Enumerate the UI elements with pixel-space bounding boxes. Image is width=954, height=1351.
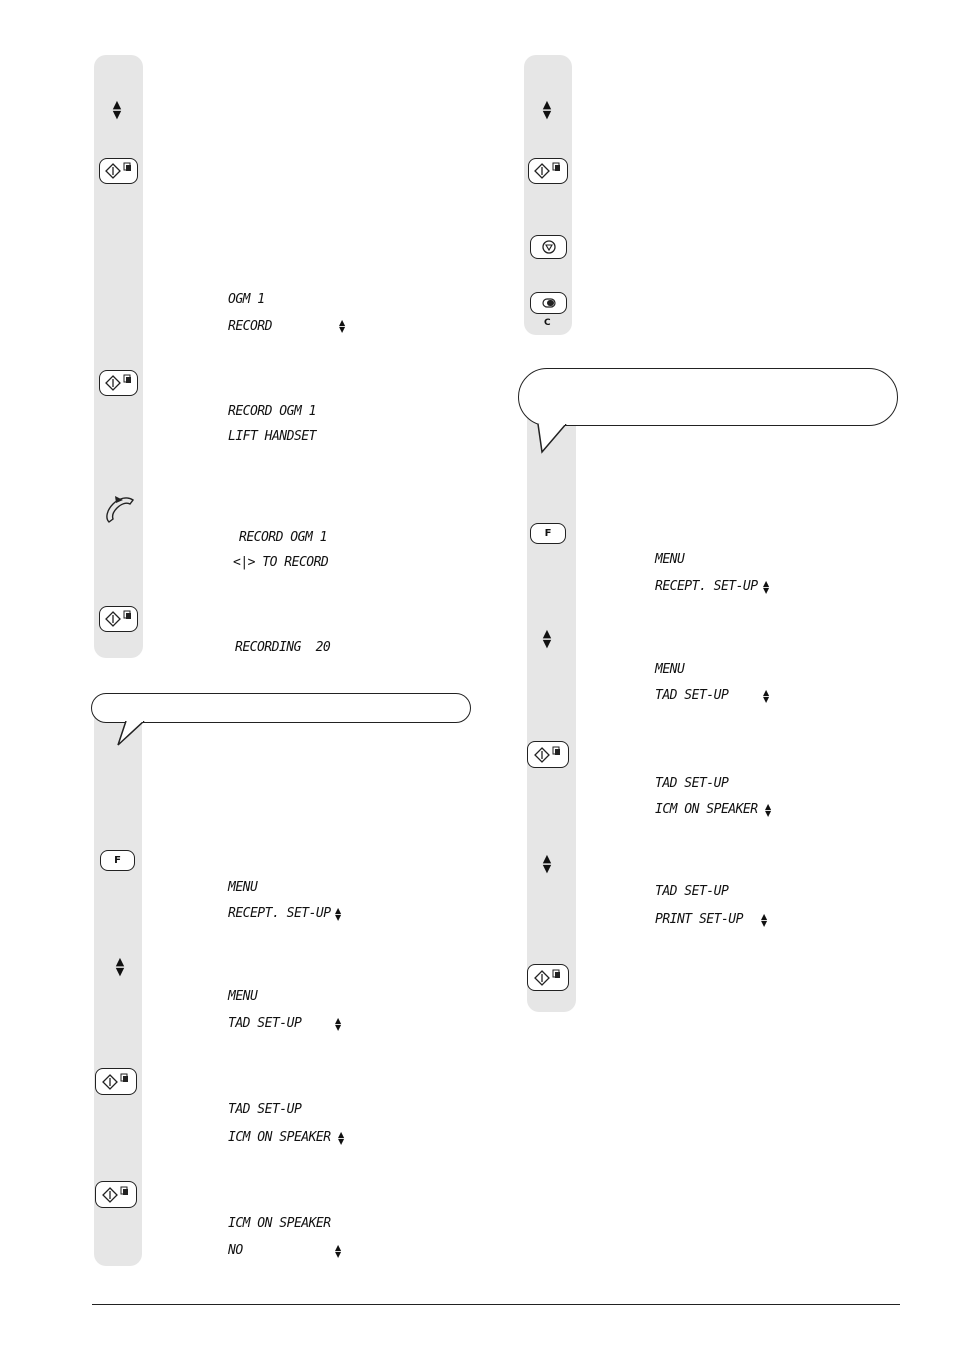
right-bubble-tail <box>536 424 576 454</box>
clear-key-icon[interactable] <box>530 292 567 314</box>
lcd-record-ogm-2: RECORD OGM 1 <box>239 530 327 545</box>
lcd-record-ogm: RECORD OGM 1 <box>228 404 316 419</box>
lcd-menu: MENU <box>228 989 258 1004</box>
lcd-tad-setup: TAD SET-UP <box>655 688 729 703</box>
lcd-no: NO <box>228 1243 243 1258</box>
start-key-icon[interactable] <box>99 370 138 396</box>
left-bubble-tail <box>114 721 154 747</box>
lcd-icm-on-speaker: ICM ON SPEAKER <box>655 802 758 817</box>
lcd-tad-setup-title: TAD SET-UP <box>228 1102 302 1117</box>
lcd-menu: MENU <box>655 552 685 567</box>
function-key-label: F <box>114 855 121 866</box>
up-down-arrow-icon: ▲ ▼ <box>338 1130 345 1146</box>
up-down-arrow-icon: ▲ ▼ <box>761 912 768 928</box>
up-down-arrow-icon: ▲ ▼ <box>335 906 342 922</box>
right-section-bubble <box>518 368 898 426</box>
start-key-icon[interactable] <box>527 741 569 768</box>
left-section-bubble <box>91 693 471 723</box>
up-down-arrow-icon: ▲ ▼ <box>335 1016 342 1032</box>
up-down-arrow-icon[interactable]: ▲ ▼ <box>542 98 552 121</box>
start-key-icon[interactable] <box>99 606 138 632</box>
lcd-tad-setup-title: TAD SET-UP <box>655 884 729 899</box>
up-down-arrow-icon[interactable]: ▲ ▼ <box>542 627 552 650</box>
stop-key-icon[interactable] <box>530 235 567 259</box>
right-bottom-key-strip <box>527 400 576 1012</box>
up-down-arrow-icon[interactable]: ▲ ▼ <box>542 852 552 875</box>
lcd-lift-handset: LIFT HANDSET <box>228 429 316 444</box>
start-key-icon[interactable] <box>95 1181 137 1208</box>
lcd-ogm-record: RECORD <box>228 319 272 334</box>
lcd-icm-on-speaker-title: ICM ON SPEAKER <box>228 1216 331 1231</box>
start-key-icon[interactable] <box>528 158 568 184</box>
start-key-icon[interactable] <box>95 1068 137 1095</box>
clear-key-label: C <box>544 318 551 328</box>
up-down-arrow-icon[interactable]: ▲ ▼ <box>115 955 125 978</box>
lcd-recept-setup: RECEPT. SET-UP <box>655 579 758 594</box>
lcd-print-setup: PRINT SET-UP <box>655 912 743 927</box>
lcd-to-record: <|> TO RECORD <box>233 555 329 570</box>
lcd-recept-setup: RECEPT. SET-UP <box>228 906 331 921</box>
start-key-icon[interactable] <box>99 158 138 184</box>
lcd-ogm-title: OGM 1 <box>228 292 265 307</box>
lcd-tad-setup-title: TAD SET-UP <box>655 776 729 791</box>
function-key-label: F <box>544 528 552 539</box>
function-key-icon[interactable] <box>530 523 566 544</box>
up-down-arrow-icon: ▲ ▼ <box>339 318 346 334</box>
up-down-arrow-icon: ▲ ▼ <box>335 1243 342 1259</box>
left-top-key-strip <box>94 55 143 658</box>
up-down-arrow-icon[interactable]: ▲ ▼ <box>112 98 122 121</box>
handset-icon[interactable] <box>103 494 139 526</box>
up-down-arrow-icon: ▲ ▼ <box>763 688 770 704</box>
footer-rule <box>92 1304 900 1305</box>
function-key-icon[interactable] <box>100 850 135 871</box>
lcd-tad-setup: TAD SET-UP <box>228 1016 302 1031</box>
lcd-icm-on-speaker: ICM ON SPEAKER <box>228 1130 331 1145</box>
lcd-menu: MENU <box>655 662 685 677</box>
up-down-arrow-icon: ▲ ▼ <box>765 802 772 818</box>
lcd-menu: MENU <box>228 880 258 895</box>
up-down-arrow-icon: ▲ ▼ <box>763 579 770 595</box>
lcd-recording: RECORDING 20 <box>235 640 331 655</box>
start-key-icon[interactable] <box>527 964 569 991</box>
